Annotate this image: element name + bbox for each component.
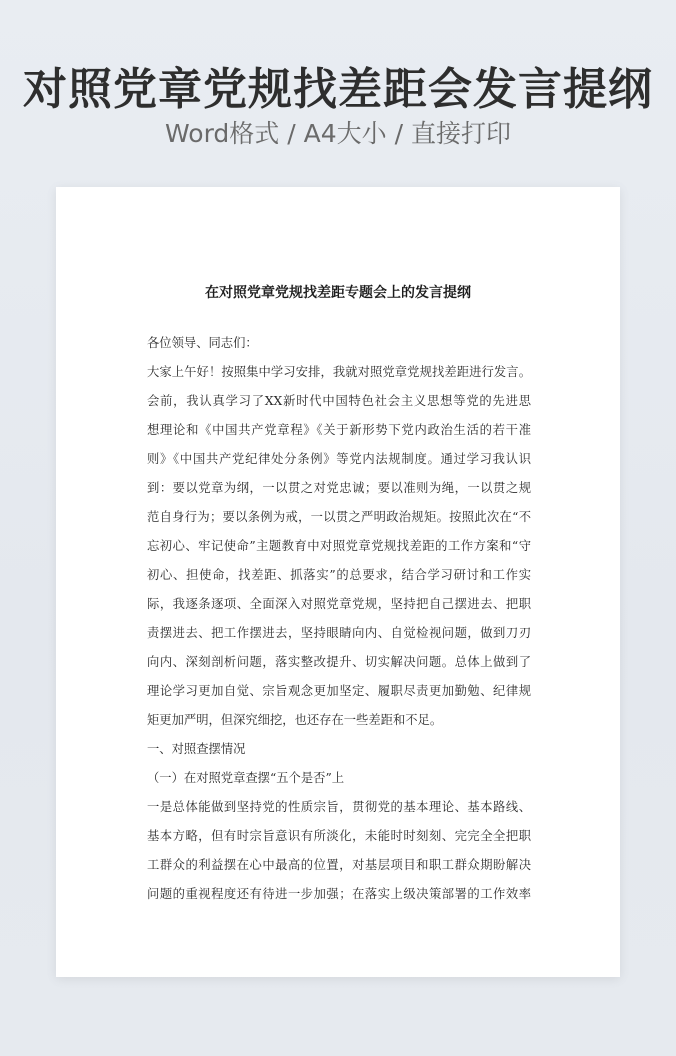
paragraph-line: 问题的重视程度还有待进一步加强；在落实上级决策部署的工作效率 [147,887,531,901]
banner-title: 对照党章党规找差距会发言提纲 [23,64,653,115]
paragraph-line: 理论学习更加自觉、宗旨观念更加坚定、履职尽责更加勤勉、纪律规 [147,684,531,698]
paragraph-line: 基本方略，但有时宗旨意识有所淡化，未能时时刻刻、完完全全把职 [147,829,531,843]
paragraph-line: 矩更加严明，但深究细挖，也还存在一些差距和不足。 [147,713,443,727]
document-page [56,187,620,977]
paragraph-line: 想理论和《中国共产党章程》《关于新形势下党内政治生活的若干准 [147,423,531,437]
paragraph-line: 向内、深刻剖析问题，落实整改提升、切实解决问题。总体上做到了 [147,655,531,669]
paragraph-line: 一是总体能做到坚持党的性质宗旨，贯彻党的基本理论、基本路线、 [147,800,531,814]
paragraph-line: 责摆进去、把工作摆进去，坚持眼睛向内、自觉检视问题，做到刀刃 [147,626,531,640]
paragraph-line: 大家上午好！按照集中学习安排，我就对照党章党规找差距进行发言。 [147,365,531,379]
paragraph-line: 会前，我认真学习了XX新时代中国特色社会主义思想等党的先进思 [147,394,531,408]
document-body [147,329,531,909]
paragraph-line: 工群众的利益摆在心中最高的位置，对基层项目和职工群众期盼解决 [147,858,531,872]
paragraph-line: 则》《中国共产党纪律处分条例》等党内法规制度。通过学习我认识 [147,452,531,466]
document-title: 在对照党章党规找差距专题会上的发言提纲 [205,285,471,301]
paragraph-line: 范自身行为；要以条例为戒，一以贯之严明政治规矩。按照此次在“不 [147,510,531,524]
banner-subtitle: Word格式 / A4大小 / 直接打印 [165,119,511,148]
paragraph-line: 到：要以党章为纲，一以贯之对党忠诚；要以准则为绳，一以贯之规 [147,481,531,495]
salutation-line: 各位领导、同志们： [147,336,258,350]
paragraph-line: 初心、担使命，找差距、抓落实”的总要求，结合学习研讨和工作实 [147,568,531,582]
subsection-heading: （一）在对照党章查摆“五个是否”上 [147,771,345,785]
section-heading: 一、对照查摆情况 [147,742,246,756]
paragraph-line: 忘初心、牢记使命”主题教育中对照党章党规找差距的工作方案和“守 [147,539,531,553]
paragraph-line: 际，我逐条逐项、全面深入对照党章党规，坚持把自己摆进去、把职 [147,597,531,611]
